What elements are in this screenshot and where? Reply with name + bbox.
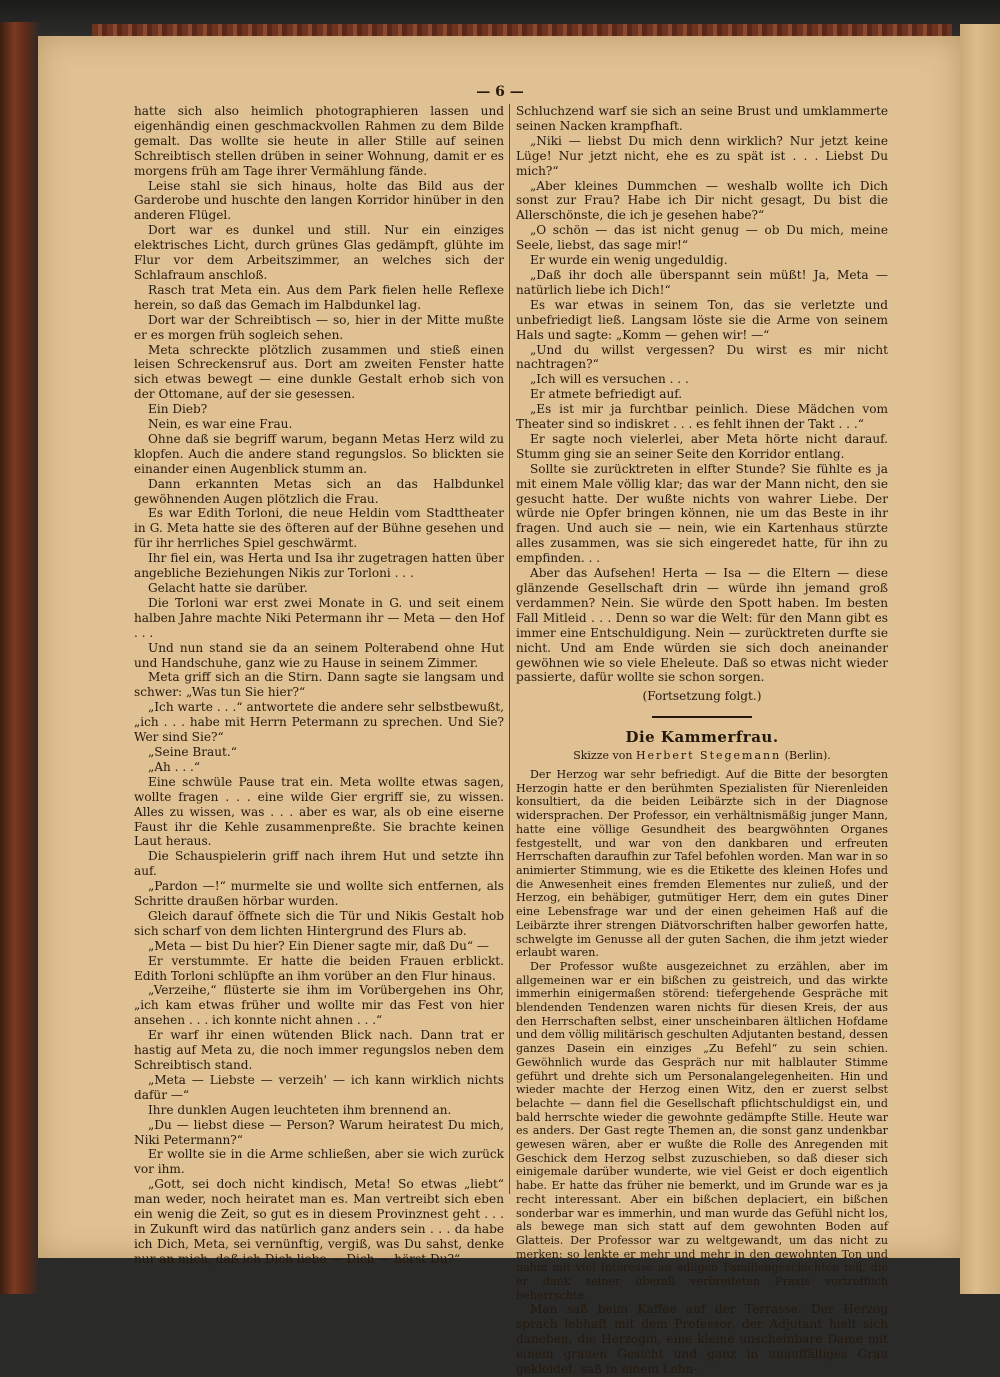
article-paragraph: Man saß beim Kaffee auf der Terrasse. Der Herzog sprach lebhaft mit dem Professor, der Adjutant hielt sich daneben, die Herzogin, eine kleine unscheinbare Dame mit einem grauen Gesicht und ganz in unauffälliges Grau gekleidet, saß in einem Lehn- [516,1302,888,1377]
paragraph: Es war etwas in seinem Ton, das sie verletzte und unbefriedigt ließ. Langsam löste sie die Arme von seinem Hals und sagte: „Komm — gehen wir! —“ [516,297,888,342]
byline-prefix: Skizze von [573,749,633,763]
paragraph: „Und du willst vergessen? Du wirst es mir nicht nachtragen?“ [516,342,888,372]
paragraph: „Meta — Liebste — verzeih' — ich kann wirklich nichts dafür —“ [134,1072,504,1102]
paragraph: „Niki — liebst Du mich denn wirklich? Nur jetzt keine Lüge! Nur jetzt nicht, ehe es zu spät ist . . . Liebst Du mich?“ [516,133,888,178]
paragraph: „Aber kleines Dummchen — weshalb wollte ich Dich sonst zur Frau? Habe ich Dir nicht gesagt, Du bist die Allerschönste, die ich je gesehen habe?“ [516,178,888,223]
paragraph: Aber das Aufsehen! Herta — Isa — die Eltern — diese glänzende Gesellschaft drin — würde ihn jemand groß verdammen? Nein. Sie würde den Spott haben. Im besten Fall Mitleid . . . Denn so war die Welt: für den Mann gibt es immer eine Entschuldigung. Nein — zurücktreten durfte sie nicht. Und am Ende würden sie sich doch aneinander gewöhnen wie so viele Eheleute. Daß so etwas nicht wieder passierte, dafür wollte sie schon sorgen. [516,566,888,685]
book-binding-left [0,22,40,1294]
paragraph: „Ich will es versuchen . . . [530,372,689,387]
paragraph: Sollte sie zurücktreten in elfter Stunde? Sie fühlte es ja mit einem Male völlig klar; das war der Mann nicht, den sie gesucht hatte. Der wußte nichts von wahrer Liebe. Der würde nie Opfer bringen können, nie um das Beste in ihr fragen. Und auch sie — nein, wie ein Kartenhaus stürzte alles zusammen, was sie sich eingeredet hatte, für ihn zu empfinden. . . [516,461,888,566]
paragraph: Dort war der Schreibtisch — so, hier in der Mitte mußte er es morgen früh sogleich sehen. [134,312,504,342]
paragraph: Meta griff sich an die Stirn. Dann sagte sie langsam und schwer: „Was tun Sie hier?“ [134,670,504,700]
page-number: — 6 — [476,84,524,100]
paragraph: Ihre dunklen Augen leuchteten ihm brennend an. [148,1102,452,1117]
paragraph: „Meta — bist Du hier? Ein Diener sagte mir, daß Du“ — [148,938,490,953]
paragraph: Nein, es war eine Frau. [148,417,293,432]
paragraph: Er sagte noch vielerlei, aber Meta hörte nicht darauf. Stumm ging sie an seiner Seite den Korridor entlang. [516,431,888,461]
next-page-edge [960,24,1000,1294]
continuation-note: (Fortsetzung folgt.) [642,689,762,704]
paragraph: Es war Edith Torloni, die neue Heldin vom Stadttheater in G. Meta hatte sie des öfteren auf der Bühne gesehen und für ihr herrliches Spiel geschwärmt. [134,506,504,551]
paragraph: Meta schreckte plötzlich zusammen und stieß einen leisen Schreckensruf aus. Dort am zweiten Fenster hatte sich etwas bewegt — eine dunkle Gestalt erhob sich von der Ottomane, auf der sie gesessen. [134,342,504,402]
paragraph: Dort war es dunkel und still. Nur ein einziges elektrisches Licht, durch grünes Glas gedämpft, glühte im Flur vor dem Arbeitszimmer, an welches sich der Schlafraum anschloß. [134,223,504,282]
paragraph: „Du — liebst diese — Person? Warum heiratest Du mich, Niki Petermann?“ [134,1117,504,1147]
paragraph: „Es ist mir ja furchtbar peinlich. Diese Mädchen vom Theater sind so indiskret . . . es fehlt ihnen der Takt . . .“ [516,402,888,432]
article-paragraph: Der Professor wußte ausgezeichnet zu erzählen, aber im allgemeinen war er ein bißchen zu geistreich, und das wirkte immerhin einigermaßen störend: tiefergehende Gespräche mit blendenden Tendenzen waren nichts für diesen Kreis, der aus den Herrschaften selbst, einer unscheinbaren ältlichen Hofdame und dem völlig militärisch geschulten Adjutanten bestand, dessen ganzes Dasein ein einziges „Zu Befehl“ zu sein schien. Gewöhnlich wurde das Gespräch nur mit halblauter Stimme geführt und drehte sich um Personalangelegenheiten. Hin und wieder machte der Herzog einen Witz, den er zuerst selbst belachte — dann fiel die Gesellschaft pflichtschuldigst ein, und bald herrschte wieder die gewohnte gedämpfte Stille. Heute war es anders. Der Gast regte Themen an, die sonst ganz undenkbar gewesen wären, aber er wußte die Rolle des Anregenden mit Geschick dem Herzog selbst zuzuschieben, so daß dieser sich einigemale darüber wunderte, wie viel Geist er doch eigentlich habe. Er hatte das früher nie bemerkt, und im Grunde war es ja recht interessant. Aber ein bißchen deplaciert, ein bißchen sonderbar war es immerhin, und man wurde das Gefühl nicht los, als bewege man sich statt auf dem gewohnten Boden auf Glatteis. Der Professor war zu weltgewandt, um das nicht zu merken: so lenkte er mehr und mehr in den gewohnten Ton und nahm mit viel Interesse an adligen Familiengeschichten teil, die er dank seiner überall verbreiteten Praxis vortrefflich beherrschte. [516,959,888,1302]
paragraph: Ihr fiel ein, was Herta und Isa ihr zugetragen hatten über angebliche Beziehungen Nikis zur Torloni . . . [134,551,504,581]
paragraph: Eine schwüle Pause trat ein. Meta wollte etwas sagen, wollte fragen . . . eine wilde Gier ergriff sie, zu wissen. Alles zu wissen, was . . . aber es war, als ob eine eiserne Faust ihr die Kehle zusammenpreßte. Sie brachte keinen Laut heraus. [134,774,504,849]
paragraph: Schluchzend warf sie sich an seine Brust und umklammerte seinen Nacken krampfhaft. [516,104,888,133]
paragraph: hatte sich also heimlich photographieren lassen und eigenhändig einen geschmackvollen Rahmen zu dem Bilde gemalt. Das wollte sie heute in aller Stille auf seinen Schreibtisch stellen drüben in seiner Wohnung, damit er es morgens früh am Tage ihrer Vermählung fände. [134,104,504,178]
author-name: Herbert Stegemann [635,749,782,763]
paragraph: Rasch trat Meta ein. Aus dem Park fielen helle Reflexe herein, so daß das Gemach im Halbdunkel lag. [134,282,504,312]
paragraph: Er atmete befriedigt auf. [530,387,683,402]
paragraph: „Ich warte . . .“ antwortete die andere sehr selbstbewußt, „ich . . . habe mit Herrn Petermann zu sprechen. Und Sie? Wer sind Sie?“ [134,700,504,745]
article-paragraph: Der Herzog war sehr befriedigt. Auf die Bitte der besorgten Herzogin hatte er den berühmten Spezialisten für Nierenleiden konsultiert, da die beiden Leibärzte sich in der Diagnose widersprachen. Der Professor, ein verhältnismäßig junger Mann, hatte eine völlige Gesundheit des beargwöhnten Organes festgestellt, und war von den dankbaren und erfreuten Herrschaften daraufhin zur Tafel befohlen worden. Man war in so animierter Stimmung, wie es die Etikette des kleinen Hofes und die Anwesenheit eines fremden Elementes nur zuließ, und der Herzog, ein behäbiger, gutmütiger Herr, dem ein gutes Diner eine Lebensfrage war und der einen geheimen Haß auf die Leibärzte ihrer strengen Diätvorschriften halber geworfen hatte, schwelgte im Genusse all der guten Sachen, die ihm jetzt wieder erlaubt waren. [516,768,888,960]
paragraph: „Seine Braut.“ [148,744,237,759]
paragraph: „Gott, sei doch nicht kindisch, Meta! So etwas „liebt“ man weder, noch heiratet man es. Man vertreibt sich eben ein wenig die Zeit, so gut es in diesem Provinznest geht . . . in Zukunft wird das natürlich ganz anders sein . . . da habe ich Dich, Meta, sei vernünftig, vergiß, was Du sahst, denke nur an mich, daß ich Dich liebe — Dich — hörst Du?“ [134,1177,504,1266]
author-location: (Berlin). [784,749,831,763]
paragraph: „Ah . . .“ [148,759,201,774]
paragraph: „Daß ihr doch alle überspannt sein müßt! Ja, Meta — natürlich liebe ich Dich!“ [516,267,888,297]
paragraph: Die Schauspielerin griff nach ihrem Hut und setzte ihn auf. [134,849,504,879]
left-column [134,104,504,1266]
byline [516,749,888,764]
paragraph: Leise stahl sie sich hinaus, holte das Bild aus der Garderobe und huschte den langen Korridor hinüber in den anderen Flügel. [134,178,504,223]
paragraph: Und nun stand sie da an seinem Polterabend ohne Hut und Handschuhe, ganz wie zu Hause in seinem Zimmer. [134,640,504,670]
paragraph: Die Torloni war erst zwei Monate in G. und seit einem halben Jahre machte Niki Petermann ihr — Meta — den Hof . . . [134,595,504,640]
paragraph: Ein Dieb? [148,402,208,417]
paragraph: Gelacht hatte sie darüber. [148,581,308,595]
paragraph: Gleich darauf öffnete sich die Tür und Nikis Gestalt hob sich scharf von dem lichten Hintergrund des Flurs ab. [134,908,504,938]
right-column [516,104,888,1377]
article-title: Die Kammerfrau. [625,728,779,747]
paragraph: Dann erkannten Metas sich an das Halbdunkel gewöhnenden Augen plötzlich die Frau. [134,476,504,506]
paragraph: „O schön — das ist nicht genug — ob Du mich, meine Seele, liebst, das sage mir!“ [516,223,888,253]
column-divider [509,104,510,1194]
paragraph: Er warf ihr einen wütenden Blick nach. Dann trat er hastig auf Meta zu, die noch immer regungslos neben dem Schreibtisch stand. [134,1028,504,1072]
paragraph: Er wurde ein wenig ungeduldig. [530,253,728,268]
section-divider [652,716,752,718]
paragraph: Er verstummte. Er hatte die beiden Frauen erblickt. Edith Torloni schlüpfte an ihm vorüber an den Flur hinaus. [134,953,504,983]
paragraph: „Verzeihe,“ flüsterte sie ihm im Vorübergehen ins Ohr, „ich kam etwas früher und wollte mir das Fest von hier ansehen . . . ich konnte nicht ahnen . . .“ [134,983,504,1028]
paragraph: Ohne daß sie begriff warum, begann Metas Herz wild zu klopfen. Auch die andere stand regungslos. So blickten sie einander einen Augenblick stumm an. [134,431,504,476]
paragraph: „Pardon —!“ murmelte sie und wollte sich entfernen, als Schritte draußen hörbar wurden. [134,879,504,909]
paragraph: Er wollte sie in die Arme schließen, aber sie wich zurück vor ihm. [134,1147,504,1177]
